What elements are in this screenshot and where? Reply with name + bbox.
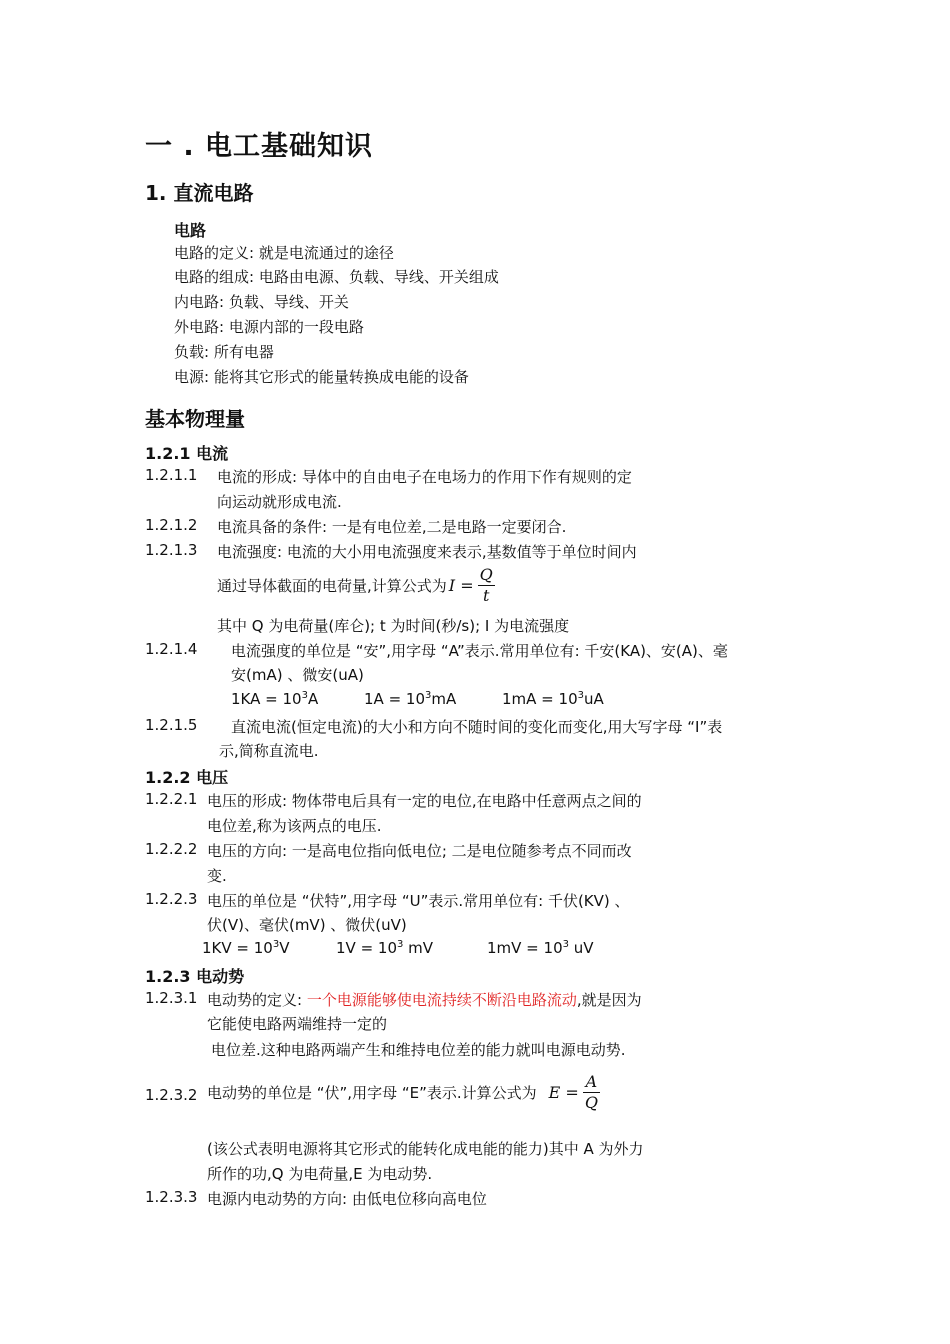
item-text: 安(mA) 、微安(uA) [231,666,364,684]
item-text: 电压的单位是 “伏特”,用字母 “U”表示.常用单位有: 千伏(KV) 、 [207,892,630,910]
section-heading-physical-quantities: 基本物理量 [145,407,245,431]
unit-conversion: $1V = 10^3$ mV [336,939,434,957]
emf-formula-fraction [583,1073,600,1112]
item-text: 它能使电路两端维持一定的 [207,1015,388,1033]
subsection-heading-circuit: 电路 [174,221,207,240]
item-text: 电动势的单位是 “伏”,用字母 “E”表示.计算公式为 [207,1084,537,1102]
item-number: 1.2.2.2 [145,840,198,858]
formula-numerator: A [585,1072,598,1091]
item-number: 1.2.2.3 [145,890,198,908]
item-number: 1.2.1.5 [145,716,198,734]
item-number: 1.2.3.1 [145,989,198,1007]
load: 负载: 所有电器 [174,343,274,361]
emf-definition-line: 电动势的定义: 一个电源能够使电流持续不断沿电路流动,就是因为 [207,991,642,1009]
highlighted-text: 一个电源能够使电流持续不断沿电路流动 [306,991,577,1009]
formula-denominator: Q [584,1093,598,1112]
current-formula-line [217,566,495,605]
unit-conversion: $1A = 10^3mA$ [364,690,457,708]
item-text: 其中 Q 为电荷量(库仑); t 为时间(秒/s); I 为电流强度 [217,617,570,635]
formula-numerator: Q [479,565,493,584]
item-text: 电压的方向: 一是高电位指向低电位; 二是电位随参考点不同而改 [207,842,632,860]
outer-circuit: 外电路: 电源内部的一段电路 [174,318,364,336]
current-formula-fraction [478,566,495,605]
subsection-heading-emf: 1.2.3 电动势 [145,967,245,986]
item-text: 示,简称直流电. [219,742,319,760]
item-text: 通过导体截面的电荷量,计算公式为 [217,577,447,595]
item-text: 电位差.这种电路两端产生和维持电位差的能力就叫电源电动势. [211,1041,626,1059]
unit-conversion: $1KV = 10^3V$ [202,939,290,957]
item-number: 1.2.2.1 [145,790,198,808]
inner-circuit: 内电路: 负载、导线、开关 [174,293,349,311]
item-text: 直流电流(恒定电流)的大小和方向不随时间的变化而变化,用大写字母 “I”表 [231,718,723,736]
subsection-heading-current: 1.2.1 电流 [145,444,229,463]
unit-conversion: $1mV = 10^3$ uV [487,939,594,957]
item-number: 1.2.1.1 [145,466,198,484]
section-heading-dc-circuit: 1. 直流电路 [145,181,254,205]
unit-conversion: $1KA = 10^3A$ [231,690,319,708]
item-text: 向运动就形成电流. [217,493,342,511]
power-source: 电源: 能将其它形式的能量转换成电能的设备 [174,368,469,386]
subsection-heading-voltage: 1.2.2 电压 [145,768,229,787]
item-text: 电流强度的单位是 “安”,用字母 “A”表示.常用单位有: 千安(KA)、安(A)、毫 [231,642,728,660]
item-text: 电流具备的条件: 一是有电位差,二是电路一定要闭合. [217,518,567,536]
item-number: 1.2.3.3 [145,1188,198,1206]
item-text: (该公式表明电源将其它形式的能转化成电能的能力)其中 A 为外力 [207,1140,644,1158]
unit-conversion: $1mA = 10^3uA$ [502,690,604,708]
item-text: 电压的形成: 物体带电后具有一定的电位,在电路中任意两点之间的 [207,792,642,810]
item-text: 伏(V)、毫伏(mV) 、微伏(uV) [207,916,407,934]
item-text: 变. [207,867,227,885]
item-text: 所作的功,Q 为电荷量,E 为电动势. [207,1165,433,1183]
item-number: 1.2.1.4 [145,640,198,658]
formula-lhs: I = [448,576,474,595]
item-text: 电流的形成: 导体中的自由电子在电场力的作用下作有规则的定 [217,468,632,486]
item-number: 1.2.1.2 [145,516,198,534]
item-text: 电位差,称为该两点的电压. [207,817,382,835]
item-text: 电流强度: 电流的大小用电流强度来表示,基数值等于单位时间内 [217,543,637,561]
emf-formula-line [207,1073,600,1112]
item-number: 1.2.1.3 [145,541,198,559]
formula-denominator: t [482,586,490,605]
circuit-composition: 电路的组成: 电路由电源、负载、导线、开关组成 [174,268,499,286]
item-number: 1.2.3.2 [145,1086,198,1104]
item-text: 电源内电动势的方向: 由低电位移向高电位 [207,1190,487,1208]
circuit-definition: 电路的定义: 就是电流通过的途径 [174,244,394,262]
page-title: 一 . 电工基础知识 [145,131,374,162]
formula-lhs: E = [548,1083,579,1102]
